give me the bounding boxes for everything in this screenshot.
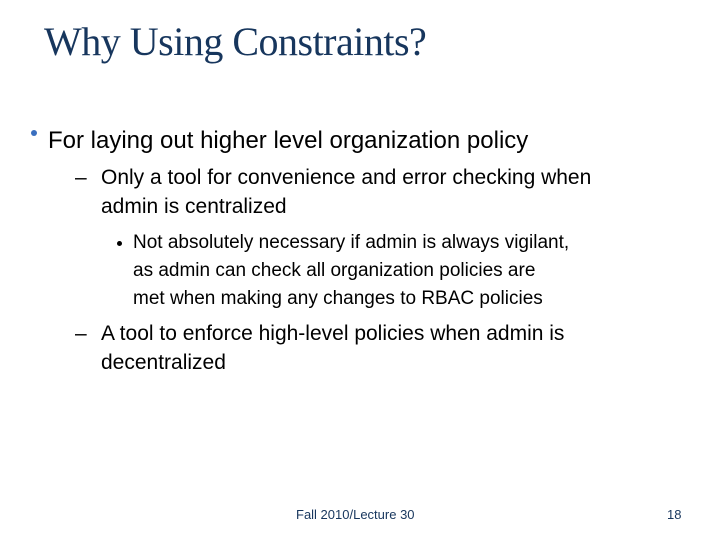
bullet-dot-icon — [31, 130, 37, 136]
bullet-level1: For laying out higher level organization policy — [48, 127, 529, 154]
dash-icon: – — [75, 322, 87, 345]
bullet-level3-line3: met when making any changes to RBAC policies — [133, 288, 543, 309]
bullet-level3-line1: Not absolutely necessary if admin is always vigilant, — [133, 232, 570, 253]
slide-title: Why Using Constraints? — [44, 19, 427, 64]
page-number: 18 — [667, 507, 682, 522]
bullet-level2-line2: admin is centralized — [101, 195, 287, 218]
bullet-level2-line1: Only a tool for convenience and error checking when — [101, 166, 592, 189]
bullet-dot-icon — [117, 241, 122, 246]
bullet-level3-line2: as admin can check all organization policies are — [133, 260, 536, 281]
dash-icon: – — [75, 166, 87, 189]
footer-text: Fall 2010/Lecture 30 — [296, 507, 415, 522]
bullet-level2-line2: decentralized — [101, 351, 226, 374]
bullet-level2-line1: A tool to enforce high-level policies when admin is — [101, 322, 565, 345]
